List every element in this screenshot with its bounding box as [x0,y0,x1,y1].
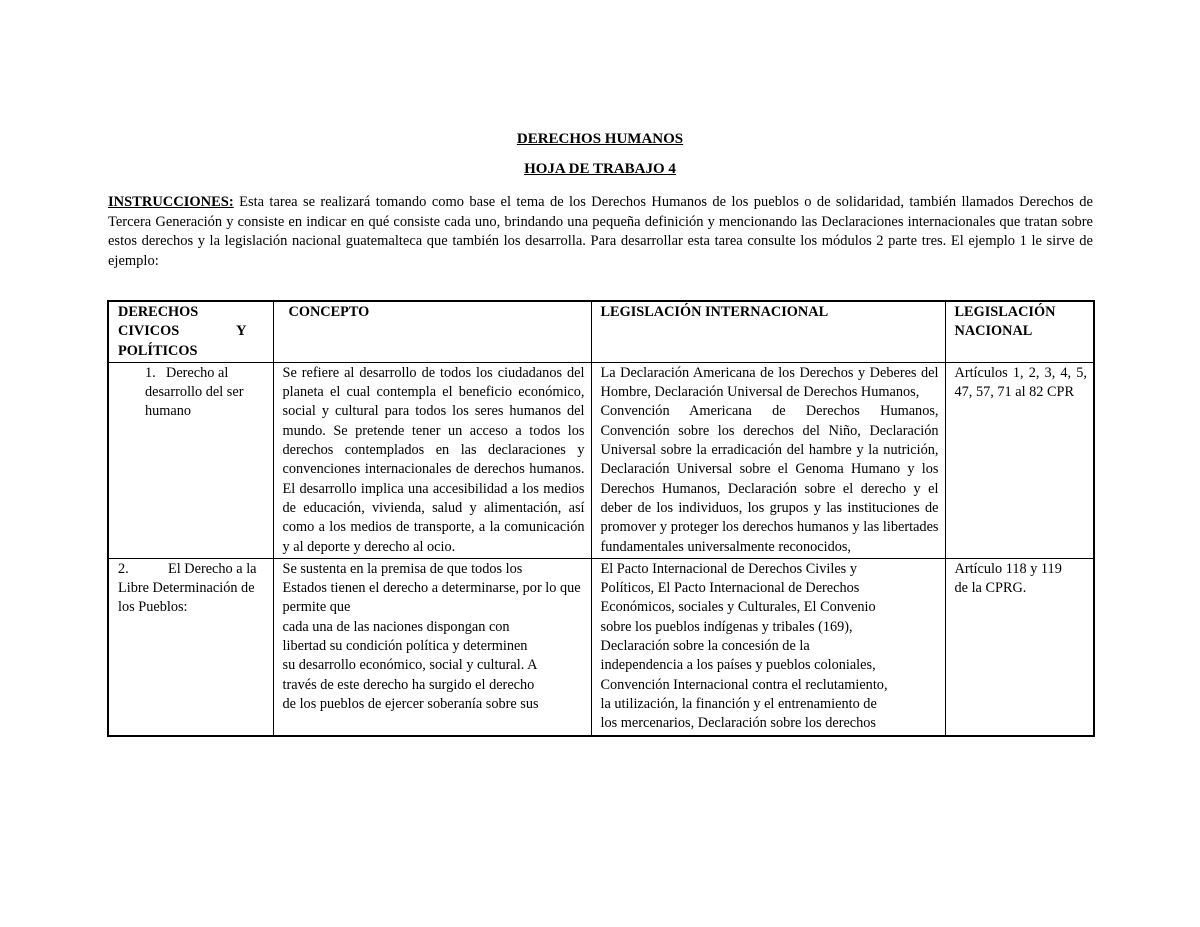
table-row [108,558,1094,735]
table-row [108,362,1094,558]
row-1-international: La Declaración Americana de los Derechos y Deberes del Hombre, Declaración Universal de Derechos Humanos, Convención Americana de Derechos Humanos, Convención sobre los derechos del Niño, Declaración Universal sobre la erradicación del hambre y la nutrición, Declaración Universal sobre el Genoma Humano y los Derechos Humanos, Declaración sobre el derecho y el deber de los individuos, los grupos y las instituciones de promover y proteger los derechos humanos y las libertades fundamentales universalmente reconocidos, [591,362,945,558]
table-header-row [108,301,1094,362]
header-rights: DERECHOS CIVICOS Y POLÍTICOS [108,301,273,362]
header-international: LEGISLACIÓN INTERNACIONAL [591,301,945,362]
row-1-right [108,362,273,558]
row-1-concept: Se refiere al desarrollo de todos los ciudadanos del planeta el cual contempla el beneficio económico, social y cultural para todos los seres humanos del mundo. Se pretende tener un acceso a todos los derechos contemplados en las declaraciones y convenciones internacionales de derechos humanos. El desarrollo implica una accesibilidad a los medios de educación, vivienda, salud y alimentación, así como a los medios de transporte, a la comunicación y al deporte y derecho al ocio. [273,362,591,558]
row-1-right-name: Derecho al desarrollo del ser humano [145,364,244,420]
row-2-right [108,558,273,735]
document-subtitle: HOJA DE TRABAJO 4 [524,161,676,177]
row-1-number: 1. [145,364,156,381]
rights-table [107,300,1095,737]
instructions-label: INSTRUCCIONES: [108,194,234,210]
row-1-national: Artículos 1, 2, 3, 4, 5, 47, 57, 71 al 82 CPR [945,362,1094,558]
instructions-paragraph [108,193,1093,271]
instructions-text: Esta tarea se realizará tomando como base el tema de los Derechos Humanos de los pueblos o de solidaridad, también llamados Derechos de Tercera Generación y consiste en indicar en qué consiste cada uno, brindando una pequeña definición y mencionando las Declaraciones internacionales que tratan sobre estos derechos y la legislación nacional guatemalteca que también los desarrolla. Para desarrollar esta tarea consulte los módulos 2 parte tres. El ejemplo 1 le sirve de ejemplo: [108,194,1093,269]
row-2-number: 2. [118,560,129,577]
document-title: DERECHOS HUMANOS [516,131,684,147]
row-2-right-name: El Derecho a la Libre Determinación de los Pueblos: [118,560,257,616]
row-2-national: Artículo 118 y 119 de la CPRG. [945,558,1094,735]
row-2-international: El Pacto Internacional de Derechos Civiles y Políticos, El Pacto Internacional de Derechos Económicos, sociales y Culturales, El Convenio sobre los pueblos indígenas y tribales (169), Declaración sobre la concesión de la independencia a los países y pueblos coloniales, Convención Internacional contra el reclutamiento, la utilización, la financión y el entrenamiento de los mercenarios, Declaración sobre los derechos [591,558,945,735]
header-national: LEGISLACIÓN NACIONAL [945,301,1094,362]
header-concept: CONCEPTO [273,301,591,362]
row-2-concept: Se sustenta en la premisa de que todos los Estados tienen el derecho a determinarse, por lo que permite que cada una de las naciones dispongan con libertad su condición política y determinen su desarrollo económico, social y cultural. A través de este derecho ha surgido el derecho de los pueblos de ejercer soberanía sobre sus [273,558,591,735]
